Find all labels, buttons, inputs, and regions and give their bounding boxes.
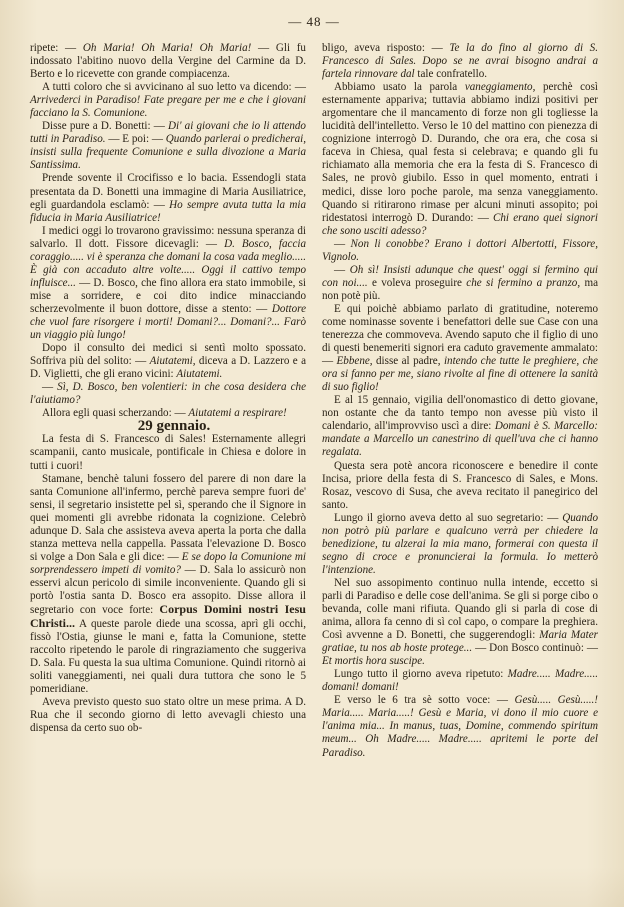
bold-text: Corpus Domini nostri Iesu Christi... bbox=[30, 602, 306, 631]
page-number: — 48 — bbox=[288, 14, 340, 29]
text-run: 29 gennaio. bbox=[137, 418, 211, 435]
paragraph bbox=[30, 696, 306, 735]
italic-text: Oh Maria! Oh Maria! Oh Maria! bbox=[82, 42, 252, 54]
paragraph bbox=[322, 577, 598, 668]
italic-text: intendo che tutte le preghiere, che ora si fanno per me, siano rivolte al fine di ottenere la sanità di suo figlio! bbox=[322, 355, 598, 394]
text-run: ma non potè più. bbox=[322, 276, 598, 302]
text-run: Stamane, benchè taluni fossero del parere di non dare la santa Comunione all'infermo, perchè pareva sempre fuori de' sensi, il segretario insistette pel sì, sperando che il Signore in quei momenti gli avrebbe ridonata la cognizione. Celebrò adunque D. Sala che assisteva aveva aperta la porta che dalla stanza metteva nella cappella. Passata l'elevazione D. Bosco si volge a Don Sala e gli dice: — bbox=[30, 472, 306, 563]
text-run: Dopo il consulto dei medici si sentì molto spossato. Soffriva più del solito: — bbox=[30, 342, 306, 368]
italic-text: Chi erano quei signori che sono usciti adesso? bbox=[322, 211, 598, 237]
text-run: E qui poichè abbiamo parlato di gratitudine, noteremo come nominasse sovente i benefattori delle sue Case con una tenerezza che commoveva. Avendo saputo che il figlio di uno di questi benemeriti signori era caduto gravemente ammalato: — bbox=[322, 302, 598, 368]
paragraph bbox=[30, 42, 306, 81]
text-run: Allora egli quasi scherzando: — bbox=[42, 407, 189, 420]
text-run: e voleva proseguire bbox=[367, 276, 467, 289]
text-run: — D. Bosco, che fino allora era stato immobile, si mise a sorridere, e coi dito indice minacciando scherzevolmente il buon dottore, disse a stento: — bbox=[30, 276, 306, 315]
italic-text: che si fermino a pranzo, bbox=[466, 276, 581, 289]
text-run: — D. Sala lo assicurò non esservi alcun pericolo di simile inconveniente. Quando gli si portò l'ostia santa D. Bosco era assopito. Disse allora il segretario con voce forte: bbox=[30, 563, 306, 617]
paragraph bbox=[322, 264, 598, 303]
text-run: E verso le 6 tra sè sotto voce: — bbox=[334, 694, 515, 707]
italic-text: Domani è S. Marcello: mandate a Marcello un canestrino di quell'uva che ci hanno regalata. bbox=[322, 420, 598, 459]
paragraph bbox=[30, 381, 306, 407]
paragraph bbox=[30, 433, 306, 472]
text-run: — Gli fu indossato l'abitino nuovo della Vergine del Carmine da D. Berto e lo ricevette con grande compiacenza. bbox=[30, 42, 306, 81]
text-run: Disse pure a D. Bonetti: — bbox=[42, 120, 169, 133]
italic-text: vaneggiamento, bbox=[464, 81, 536, 94]
paragraph bbox=[322, 42, 598, 81]
text-run: diceva a D. Lazzero e a D. Viglietti, che gli erano vicini: bbox=[30, 355, 306, 381]
italic-text: Et mortis hora suscipe. bbox=[322, 655, 425, 668]
text-run: — bbox=[334, 237, 351, 250]
text-run: bligo, aveva risposto: — bbox=[322, 42, 450, 54]
paragraph bbox=[322, 81, 598, 238]
text-run: — bbox=[334, 263, 350, 276]
paragraph bbox=[322, 694, 598, 759]
paragraph bbox=[322, 460, 598, 512]
text-run: I medici oggi lo trovarono gravissimo: nessuna speranza di salvarlo. Il dott. Fissore dicevagli: — bbox=[30, 224, 306, 250]
paragraph bbox=[322, 303, 598, 394]
italic-text: Maria Mater gratiae, tu nos ab hoste protege... bbox=[322, 629, 599, 655]
italic-text: Ho sempre avuta tutta la mia fiducia in Maria Ausiliatrice! bbox=[30, 198, 306, 224]
text-run: tale confratello. bbox=[414, 68, 488, 81]
italic-text: Te la do fino al giorno di S. Francesco di Sales. Dopo se ne avrai bisogno andrai a fartela rinnovare dal bbox=[322, 42, 598, 81]
italic-text: Oh sì! Insisti adunque che quest' oggi si fermino qui con noi.... bbox=[322, 263, 598, 289]
italic-text: Arrivederci in Paradiso! Fate pregare per me e che i giovani facciano la S. Comunione. bbox=[30, 94, 306, 120]
section-heading bbox=[30, 420, 306, 433]
italic-text: Ebbene, bbox=[336, 355, 373, 368]
paragraph bbox=[322, 668, 598, 694]
text-run: Nel suo assopimento continuo nulla intende, eccetto si parli di Paradiso e delle cose dell'anima. Se gli si porge cibo o bevanda, colle mani rifiuta. Quando gli si parla di cose di anima, allora fa cenno di sì col capo, o compare la preghiera. Così avvenne a D. Bonetti, che suggerendogli: bbox=[322, 576, 598, 642]
paragraph bbox=[322, 238, 598, 264]
italic-text: Di' ai giovani che io li attendo tutti in Paradiso. bbox=[30, 120, 306, 146]
paragraph bbox=[322, 394, 598, 459]
paragraph bbox=[30, 342, 306, 381]
text-run: E al 15 gennaio, vigilia dell'onomastico di detto giovane, non ostante che da tanto tempo non avesse più visto il calendario, all'improvviso uscì a dire: bbox=[322, 394, 598, 433]
paragraph bbox=[322, 512, 598, 577]
italic-text: E se dopo la Comunione mi sorprendessero impeti di vomito? bbox=[30, 550, 306, 576]
text-run: Prende sovente il Crocifisso e lo bacia. Essendogli stata presentata da D. Bonetti una immagine di Maria Ausiliatrice, egli guardandola esclamò: — bbox=[30, 172, 306, 211]
text-run: Aveva previsto questo suo stato oltre un mese prima. A D. Rua che il secondo giorno di letto avevagli chiesto una dispensa da certo suo ob- bbox=[30, 696, 306, 735]
paragraph bbox=[30, 225, 306, 342]
text-run: ripete: — bbox=[30, 42, 83, 54]
page-shading bbox=[0, 867, 624, 907]
text-run: Lungo il giorno aveva detto al suo segretario: — bbox=[334, 511, 563, 524]
text-run: Questa sera potè ancora riconoscere e benedire il conte Incisa, priore della festa di S. Francesco di Sales, e Mons. Rosaz, vescovo di Susa, che aveva recitato il panegirico del santo. bbox=[322, 459, 598, 511]
text-run: disse al padre, bbox=[372, 355, 444, 368]
right-column bbox=[322, 42, 598, 760]
italic-text: Dottore che vuol fare risorgere i morti! Domani?... Domani?... Farò un viaggio più lungo! bbox=[30, 302, 306, 342]
italic-text: Aiutatemi, bbox=[149, 355, 196, 368]
text-run: — bbox=[42, 381, 58, 394]
italic-text: Aiutatemi. bbox=[176, 368, 223, 381]
italic-text: Non li conobbe? Erano i dottori Albertotti, Fissore, Vignolo. bbox=[322, 237, 598, 263]
text-run: Lungo tutto il giorno aveva ripetuto: bbox=[334, 668, 508, 681]
paragraph bbox=[30, 473, 306, 697]
left-column bbox=[30, 42, 306, 760]
italic-text: Gesù..... Gesù.....! Maria..... Maria.....! Gesù e Maria, vi dono il mio cuore e l'anima mia... In manus, tuas, Domine, commendo spiritum meum... Oh Madre..... Madre..... apritemi le porte del Paradiso. bbox=[322, 694, 598, 759]
text-run: — Don Bosco continuò: — bbox=[472, 642, 598, 655]
italic-text: Sì, D. Bosco, ben volentieri: in che cosa desidera che l'aiutiamo? bbox=[30, 381, 307, 407]
italic-text: Madre..... Madre..... domani! domani! bbox=[322, 668, 598, 694]
paragraph bbox=[30, 172, 306, 224]
italic-text: Quando parlerai o predicherai, insisti sulla frequente Comunione e sulla divozione a Maria Santissima. bbox=[30, 133, 306, 172]
text-run: La festa di S. Francesco di Sales! Esternamente allegri scampanii, canto musicale, pontificale in Chiesa e dolore in tutti i cuori! bbox=[30, 433, 306, 472]
italic-text: D. Bosco, faccia coraggio..... vi è speranza che domani la cosa vada meglio..... È già con accaduto altre volte..... Oggi il cattivo tempo influisce... bbox=[30, 237, 306, 289]
paragraph bbox=[30, 120, 306, 172]
text-run: A queste parole diede una scossa, aprì gli occhi, fissò l'Ostia, giunse le mani e, fatta la Comunione, stette raccolto ripetendo le parole di ringraziamento che suggeriva D. Sala. Fu questa la sua ultima Comunione. Quindi ritornò ai soliti vaneggiamenti, nei quali dura tuttora che sono le 5 pomeridiane. bbox=[30, 618, 306, 696]
text-run: Abbiamo usato la parola bbox=[334, 81, 465, 94]
italic-text: Aiutatemi a respirare! bbox=[188, 407, 287, 420]
italic-text: Quando non potrò più parlare e qualcuno verrà per chiedere la benedizione, tu alzerai la mia mano, formerai con questa il segno di croce e pronuncierai la formula. Io metterò l'intenzione. bbox=[322, 511, 598, 576]
text-run: — E poi: — bbox=[105, 133, 166, 146]
text-run: A tutti coloro che si avvicinano al suo letto va dicendo: — bbox=[42, 81, 306, 94]
paragraph bbox=[30, 81, 306, 120]
text-run: perchè così esternamente appariva; tuttavia abbiamo indizi positivi per argomentare che il mancamento di forze non gli togliesse la lucidità dell'intelletto. Verso le 10 del mattino con pienezza di cognizione interrogò D. Durando, che ora era, che cosa si faceva in Chiesa, qual festa si celebrava; e quando gli fu richiamato alla memoria che era la festa di S. Francesco di Sales, ne provò giubilo. Esso in quel momento, entrati i medici, disse loro poche parole, ma senza vaneggiamento. Quando si ritirarono rimase per alcuni minuti assopito; poi ridestatosi interrogò D. Durando: — bbox=[322, 81, 598, 224]
text-columns bbox=[30, 42, 598, 760]
